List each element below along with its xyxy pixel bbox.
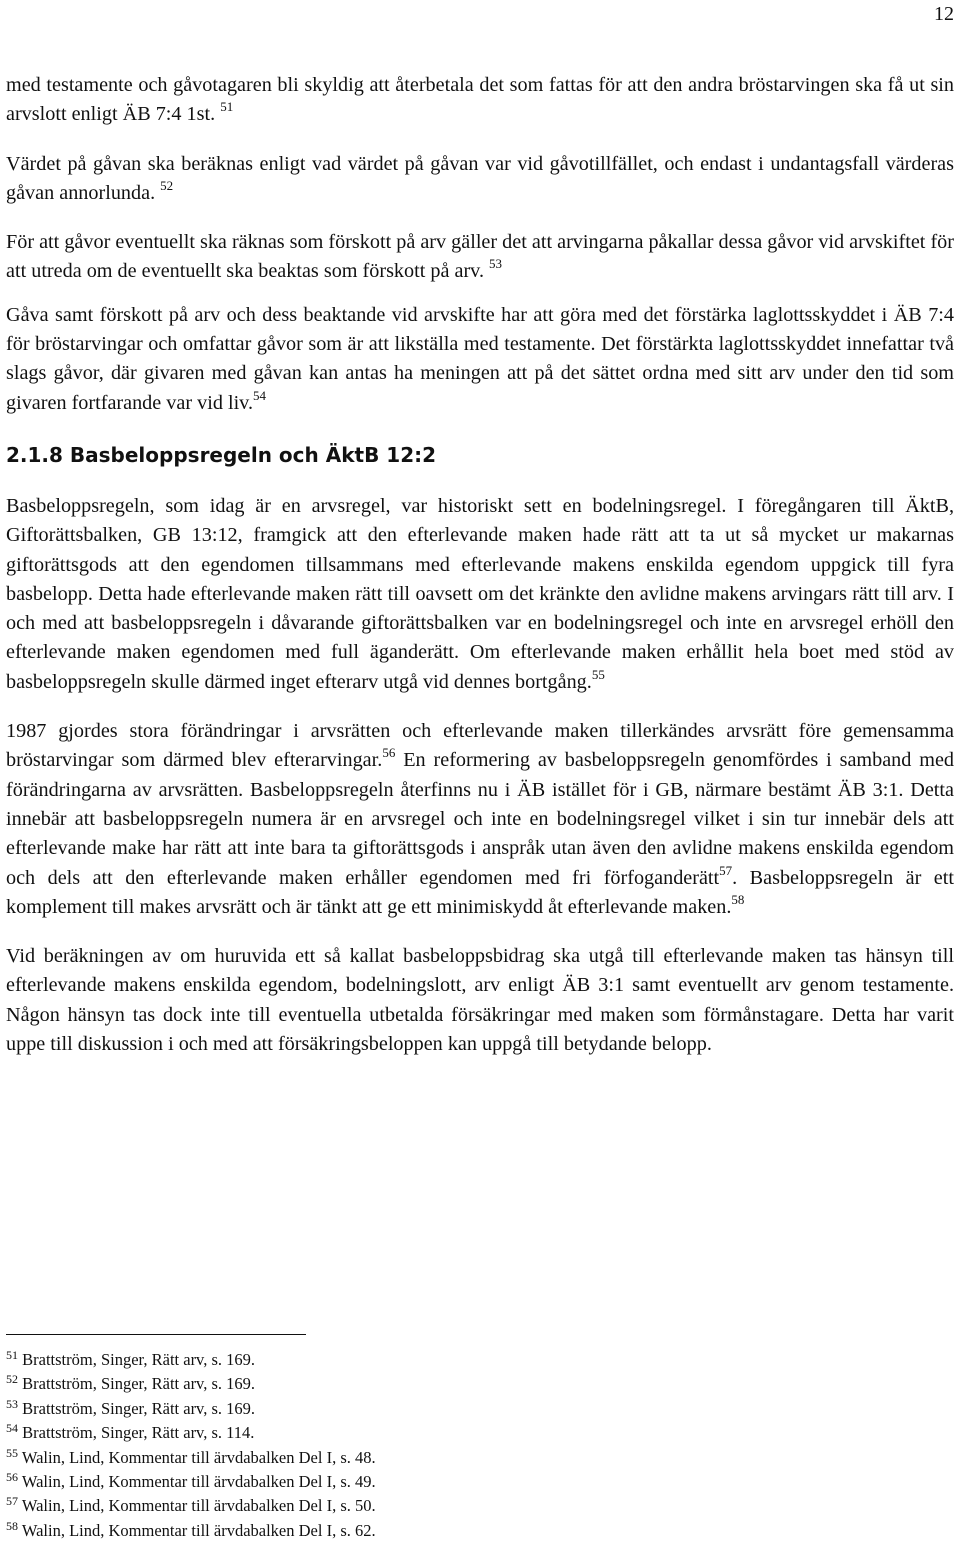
footnote-text: Brattström, Singer, Rätt arv, s. 169. xyxy=(22,1374,256,1394)
paragraph-text: För att gåvor eventuellt ska räknas som förskott på arv gäller det att arvingarna påkallar dessa gåvor vid arvskiftet för att utreda om de eventuellt ska beaktas som förskott på arv. xyxy=(6,231,954,283)
paragraph-2 xyxy=(6,150,954,209)
footnote-separator xyxy=(6,1334,306,1335)
paragraph-text: Värdet på gåvan ska beräknas enligt vad värdet på gåvan var vid gåvotillfället, och endast i undantagsfall värderas gåvan annorlunda. xyxy=(6,152,954,204)
footnote-number: 52 xyxy=(6,1372,18,1387)
paragraph-3 xyxy=(6,228,954,287)
section-paragraph-1 xyxy=(6,492,954,697)
footnote-text: Brattström, Singer, Rätt arv, s. 169. xyxy=(22,1350,256,1369)
footnote-57 xyxy=(6,1494,954,1518)
paragraph-4 xyxy=(6,301,954,418)
footnote-text: Brattström, Singer, Rätt arv, s. 114. xyxy=(22,1423,255,1443)
footnotes xyxy=(6,1334,954,1543)
footnote-ref-57[interactable]: 57 xyxy=(719,862,733,878)
section-paragraph-3 xyxy=(6,942,954,1059)
page-number: 12 xyxy=(934,3,954,25)
footnote-ref-51[interactable]: 51 xyxy=(220,99,234,115)
paragraph-text: 1987 gjordes stora förändringar i arvsrätten och efterlevande maken tillerkändes arvsrätt före gemensamma bröstarvingar som därmed blev efterarvingar. xyxy=(6,720,954,772)
footnote-text: Walin, Lind, Kommentar till ärvdabalken Del I, s. 48. xyxy=(21,1447,376,1467)
footnote-text: Walin, Lind, Kommentar till ärvdabalken Del I, s. 49. xyxy=(21,1472,376,1492)
footnote-55 xyxy=(6,1446,954,1470)
footnote-53 xyxy=(6,1397,954,1421)
footnote-56 xyxy=(6,1470,954,1494)
footnote-number: 51 xyxy=(6,1348,18,1362)
paragraph-1 xyxy=(6,71,954,130)
footnote-51 xyxy=(6,1348,954,1372)
paragraph-text: . Basbeloppsregeln är ett komplement till makes arvsrätt och är tänkt att ge ett minimiskydd åt efterlevande maken. xyxy=(6,866,954,918)
footnote-ref-52[interactable]: 52 xyxy=(160,177,174,193)
footnote-58 xyxy=(6,1519,954,1543)
footnote-text: Walin, Lind, Kommentar till ärvdabalken Del I, s. 62. xyxy=(21,1520,376,1540)
body-text xyxy=(6,71,954,1059)
footnote-ref-54[interactable]: 54 xyxy=(253,387,267,403)
footnote-number: 55 xyxy=(6,1445,18,1460)
section-heading: 2.1.8 Basbeloppsregeln och ÄktB 12:2 xyxy=(6,442,437,467)
footnote-number: 54 xyxy=(6,1421,18,1436)
footnote-text: Walin, Lind, Kommentar till ärvdabalken Del I, s. 50. xyxy=(21,1496,376,1516)
section-paragraph-2 xyxy=(6,717,954,922)
paragraph-text: med testamente och gåvotagaren bli skyldig att återbetala det som fattas för att den andra bröstarvingen ska få ut sin arvslott enligt ÄB 7:4 1st. xyxy=(6,74,954,126)
footnote-ref-58[interactable]: 58 xyxy=(731,891,745,907)
footnote-text: Brattström, Singer, Rätt arv, s. 169. xyxy=(22,1398,256,1418)
footnote-number: 58 xyxy=(6,1518,18,1533)
footnote-52 xyxy=(6,1372,954,1396)
footnote-ref-56[interactable]: 56 xyxy=(382,745,396,761)
footnote-54 xyxy=(6,1421,954,1445)
footnote-number: 56 xyxy=(6,1470,18,1485)
footnote-number: 53 xyxy=(6,1396,18,1411)
paragraph-text: Gåva samt förskott på arv och dess beaktande vid arvskifte har att göra med det förstärka laglottsskyddet i ÄB 7:4 för bröstarvingar och omfattar gåvor som är att likställa med testamente. Det förstärkta laglottsskyddet innefattar två slags gåvor, där givaren med gåvan kan antas ha meningen att på det sättet ordna med sitt arv under den tid som givaren fortfarande var vid liv. xyxy=(6,303,954,414)
paragraph-text: Basbeloppsregeln, som idag är en arvsregel, var historiskt sett en bodelningsregel. I föregångaren till ÄktB, Giftorättsbalken, GB 13:12, framgick att den efterlevande maken hade rätt att ta ut så mycket ur makarnas giftorättsgods att den egendomen tillsammans med efterlevande makens enskilda egendom uppgick till fyra basbelopp. Detta hade efterlevande maken rätt till oavsett om det kränkte den avlidne makens arvingars rätt till arv. I och med att basbeloppsregeln i dåvarande giftorättsbalken var en bodelningsregel och inte en arvsregel erhöll den efterlevande maken egendomen med full äganderätt. Om efterlevande maken erhållit hela boet med stöd av basbeloppsregeln skulle därmed inget efterarv utgå vid dennes bortgång. xyxy=(6,494,954,693)
paragraph-text: En reformering av basbeloppsregeln genomfördes i samband med förändringarna av arvsrätten. Basbeloppsregeln återfinns nu i ÄB istället för i GB, närmare bestämt ÄB 3:1. Detta innebär att basbeloppsregeln numera är en arvsregel och inte en bodelningsregel vilket i sin tur innebär dels att efterlevande make har rätt att inte bara ta giftorättsgods i anspråk utan även den avlidne makens enskilda egendom och dels att den efterlevande maken erhåller egendomen med fri förfoganderätt xyxy=(6,749,954,889)
footnote-ref-55[interactable]: 55 xyxy=(591,666,605,682)
footnote-ref-53[interactable]: 53 xyxy=(489,256,503,272)
paragraph-text: Vid beräkningen av om huruvida ett så kallat basbeloppsbidrag ska utgå till efterlevande maken tas hänsyn till efterlevande makens enskilda egendom, bodelningslott, arv enligt ÄB 3:1 samt eventuellt arv genom testamente. Någon hänsyn tas dock inte till eventuella utbetalda försäkringar med maken som förmånstagare. Detta har varit uppe till diskussion i och med att försäkringsbeloppen kan uppgå till betydande belopp. xyxy=(6,945,954,1056)
footnote-number: 57 xyxy=(6,1494,18,1509)
